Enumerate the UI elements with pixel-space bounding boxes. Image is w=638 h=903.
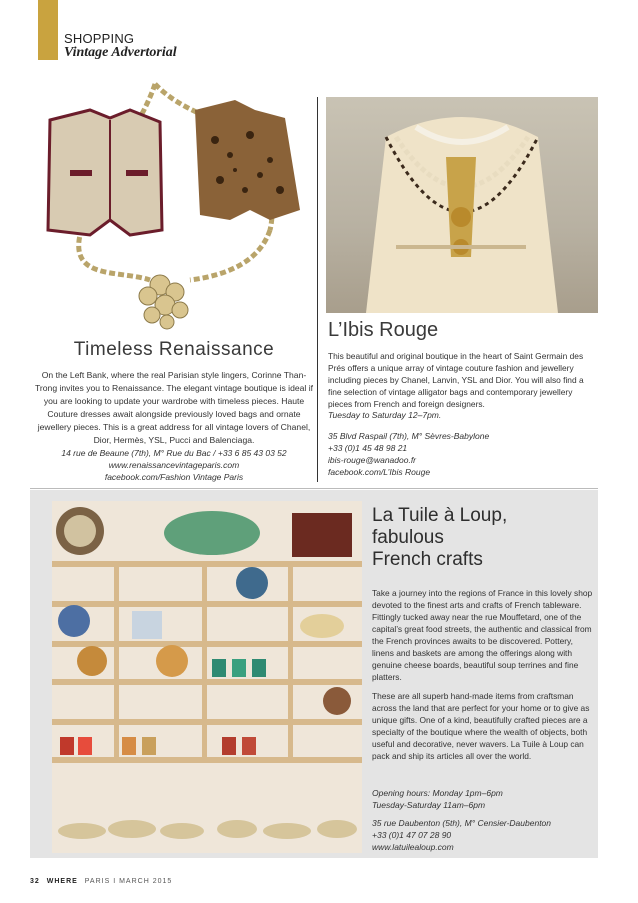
ibis-rouge-contact xyxy=(328,430,489,478)
shop-shelves-photo xyxy=(52,501,362,853)
timeless-website-link[interactable]: www.renaissancevintageparis.com xyxy=(108,460,240,470)
tuile-title-line: French crafts xyxy=(372,549,483,570)
ibis-email-link[interactable]: ibis-rouge@wanadoo.fr xyxy=(328,455,417,465)
timeless-renaissance-title: Timeless Renaissance xyxy=(73,339,275,360)
tuile-a-loup-contact xyxy=(372,817,551,853)
tuile-a-loup-paragraph-1: Take a journey into the regions of France in this lovely shop devoted to the finest arts and crafts of French tableware. Fittingly tucked away near the rue Mouffetard, one of the capital’s great food streets, the authentic and classical from the French provinces awaits to be discovered. Pottery, linens and baskets are among the offerings along with genuine cheese boards, beautiful soup terrines and fine platters. xyxy=(372,588,593,682)
page-footer xyxy=(30,878,172,885)
tuile-title-line: fabulous xyxy=(372,527,444,548)
ibis-facebook-link[interactable]: facebook.com/L’Ibis Rouge xyxy=(328,467,431,477)
timeless-address-line: 14 rue de Beaune (7th), M° Rue du Bac / +33 6 85 43 03 52 xyxy=(61,448,287,458)
magazine-name: WHERE xyxy=(46,878,78,885)
tuile-a-loup-title xyxy=(372,505,592,571)
tuile-title-line: La Tuile à Loup, xyxy=(372,505,508,526)
edition-label: PARIS I MARCH 2015 xyxy=(84,878,173,885)
ibis-address-line: 35 Blvd Raspail (7th), M° Sèvres-Babylone xyxy=(328,431,490,441)
ibis-rouge-body: This beautiful and original boutique in the heart of Saint Germain des Prés offers a unique array of vintage couture fashion and jewellery including pieces by Chanel, Lanvin, YSL and Dior. You will also find a fine selection of vintage alligator bags and contemporary jewellery pieces from French and foreign designers. xyxy=(328,351,584,409)
tuile-a-loup-paragraph-2: These are all superb hand-made items from craftsman across the land that are perfect for your home or to give as unique gifts. One of a kind, beautifully crafted pieces are a specialty of the boutique where the wealth of objects, both useful and decorative, never wavers. La Tuile à Loup can pack and ship its articles all over the world. xyxy=(372,691,590,761)
column-divider xyxy=(317,97,318,482)
timeless-facebook-link[interactable]: facebook.com/Fashion Vintage Paris xyxy=(104,472,244,482)
section-divider xyxy=(30,488,598,489)
ibis-rouge-hours: Tuesday to Saturday 12–7pm. xyxy=(328,410,442,420)
tuile-phone: +33 (0)1 47 07 28 90 xyxy=(372,830,452,840)
header-accent-bar xyxy=(38,0,58,60)
tuile-website-link[interactable]: www.latuilealoup.com xyxy=(372,842,454,852)
timeless-renaissance-contact xyxy=(34,447,314,483)
pearl-necklace-mannequin-photo xyxy=(326,97,598,313)
tuile-address-line: 35 rue Daubenton (5th), M° Censier-Daubenton xyxy=(372,818,552,828)
subsection-label: Vintage Advertorial xyxy=(64,45,177,60)
ibis-rouge-title: L’Ibis Rouge xyxy=(328,319,439,341)
vintage-jackets-necklace-photo xyxy=(30,70,306,340)
tuile-hours-line: Tuesday-Saturday 11am–6pm xyxy=(372,800,486,810)
timeless-renaissance-body: On the Left Bank, where the real Parisian style lingers, Corinne Than-Trong invites you to Renaissance. The elegant vintage boutique is ideal if you are looking to update your wardrobe with timeless pieces. Haute Couture dresses await alongside previously loved bags and ornate jewellery pieces. This is a great address for all vintage lovers of Chanel, Dior, Hermès, YSL, Pucci and Balenciaga. xyxy=(34,370,314,445)
page-number: 32 xyxy=(30,878,40,885)
tuile-hours-line: Opening hours: Monday 1pm–6pm xyxy=(372,788,503,798)
tuile-a-loup-hours xyxy=(372,787,503,811)
section-label: SHOPPING xyxy=(64,31,135,46)
ibis-phone: +33 (0)1 45 48 98 21 xyxy=(328,443,408,453)
